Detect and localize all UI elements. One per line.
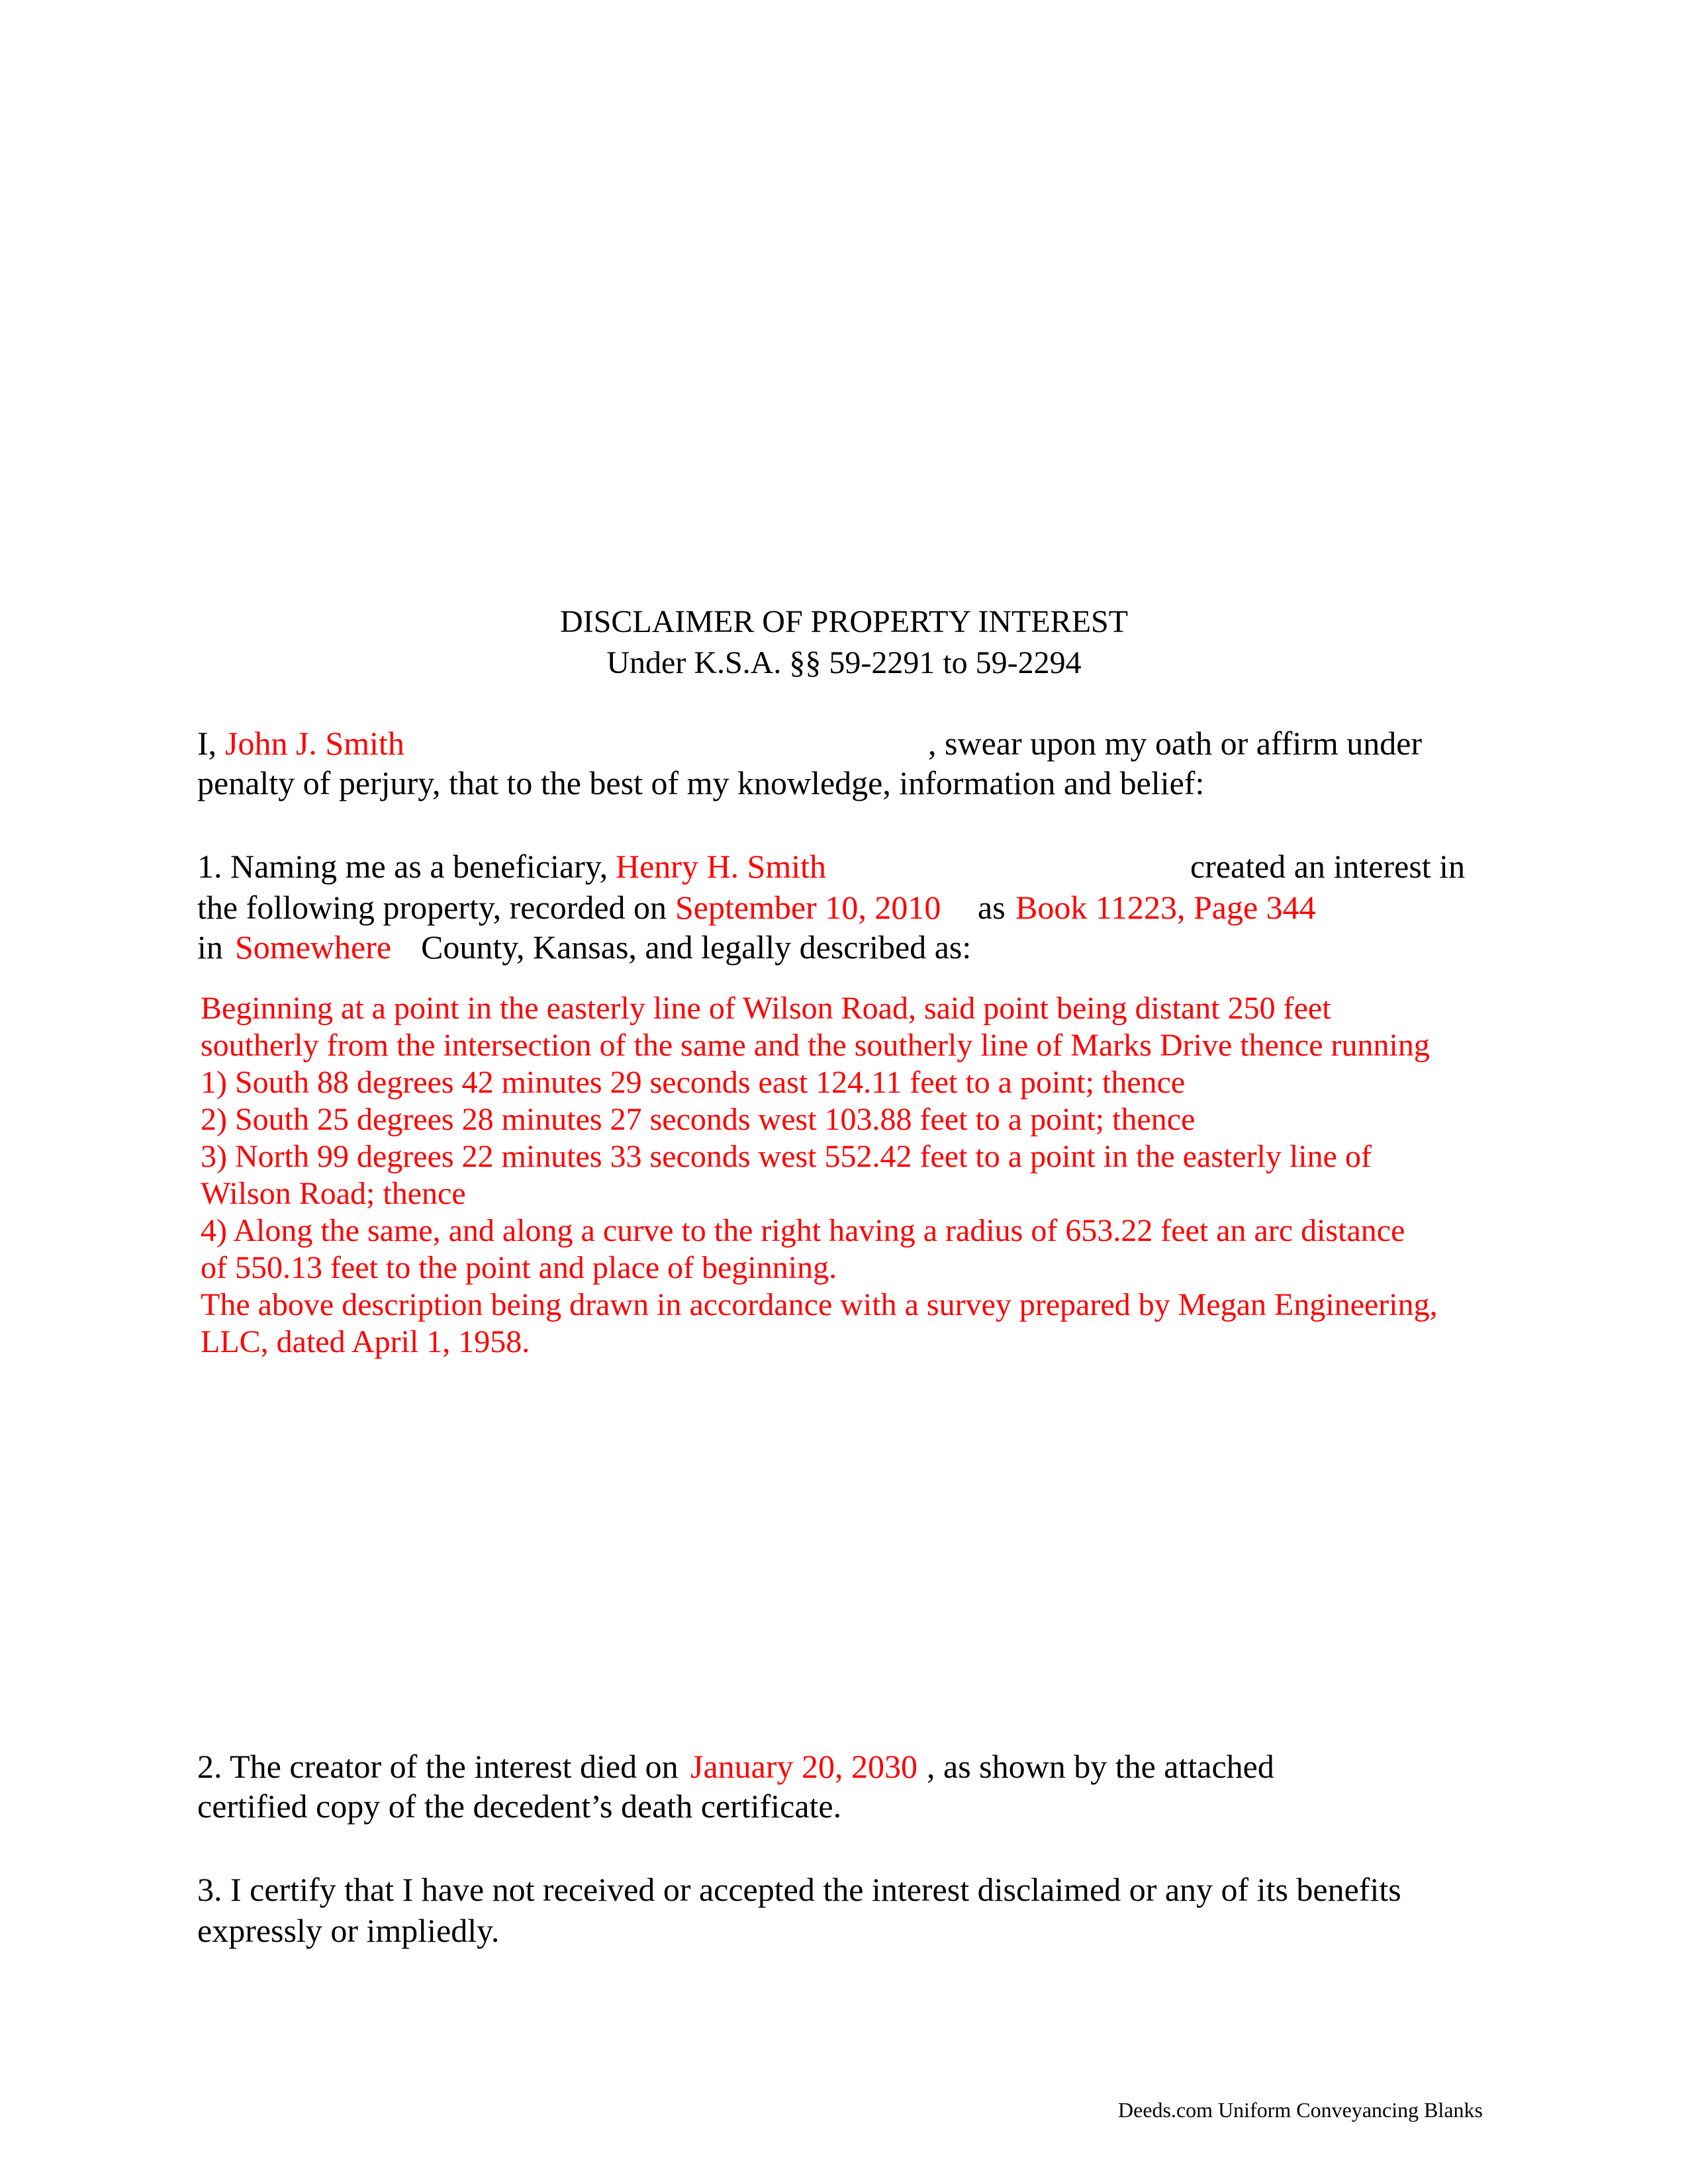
item1-line2-prefix: the following property, recorded on [197,889,667,926]
death-date-field: January 20, 2030 [690,1748,917,1785]
legal-description [201,990,1524,1361]
item1-suffix: created an interest in [1190,848,1466,885]
item1-line3-prefix: in [197,929,223,966]
legal-description-line: 2) South 25 degrees 28 minutes 27 seconds west 103.88 feet to a point; thence [201,1102,1196,1137]
legal-description-line: Beginning at a point in the easterly line of Wilson Road, said point being distant 250 feet [201,991,1331,1026]
item1-line3-suffix: County, Kansas, and legally described as: [421,929,972,966]
creator-name-field: Henry H. Smith [616,848,827,885]
legal-description-line: 1) South 88 degrees 42 minutes 29 seconds east 124.11 feet to a point; thence [201,1065,1186,1100]
item3-line1: 3. I certify that I have not received or accepted the interest disclaimed or any of its benefits [197,1871,1401,1908]
book-page-field: Book 11223, Page 344 [1015,889,1316,926]
legal-description-line: of 550.13 feet to the point and place of beginning. [201,1250,837,1285]
item2-prefix: 2. The creator of the interest died on [197,1748,679,1785]
item1-prefix: 1. Naming me as a beneficiary, [197,848,608,885]
affiant-name-field: John J. Smith [225,725,404,762]
legal-description-line: The above description being drawn in accordance with a survey prepared by Megan Engineering, [201,1287,1438,1322]
intro-line2: penalty of perjury, that to the best of my knowledge, information and belief: [197,764,1205,801]
legal-description-line: Wilson Road; thence [201,1176,466,1211]
as-label: as [978,889,1006,926]
county-field: Somewhere [235,929,392,966]
legal-description-line: 3) North 99 degrees 22 minutes 33 seconds west 552.42 feet to a point in the easterly line of [201,1139,1372,1174]
item3-line2: expressly or impliedly. [197,1912,500,1949]
document-subtitle: Under K.S.A. §§ 59-2291 to 59-2294 [606,645,1082,680]
legal-description-line: LLC, dated April 1, 1958. [201,1324,530,1359]
recorded-date-field: September 10, 2010 [675,889,941,926]
intro-prefix: I, [197,725,217,762]
document-title: DISCLAIMER OF PROPERTY INTEREST [559,604,1129,639]
item2-line2: certified copy of the decedent’s death certificate. [197,1788,842,1825]
footer-attribution: Deeds.com Uniform Conveyancing Blanks [1118,2098,1483,2122]
intro-suffix: , swear upon my oath or affirm under [928,725,1423,762]
legal-description-line: southerly from the intersection of the same and the southerly line of Marks Drive thence running [201,1028,1430,1063]
item2-suffix: , as shown by the attached [927,1748,1274,1785]
legal-description-line: 4) Along the same, and along a curve to the right having a radius of 653.22 feet an arc distance [201,1213,1405,1248]
